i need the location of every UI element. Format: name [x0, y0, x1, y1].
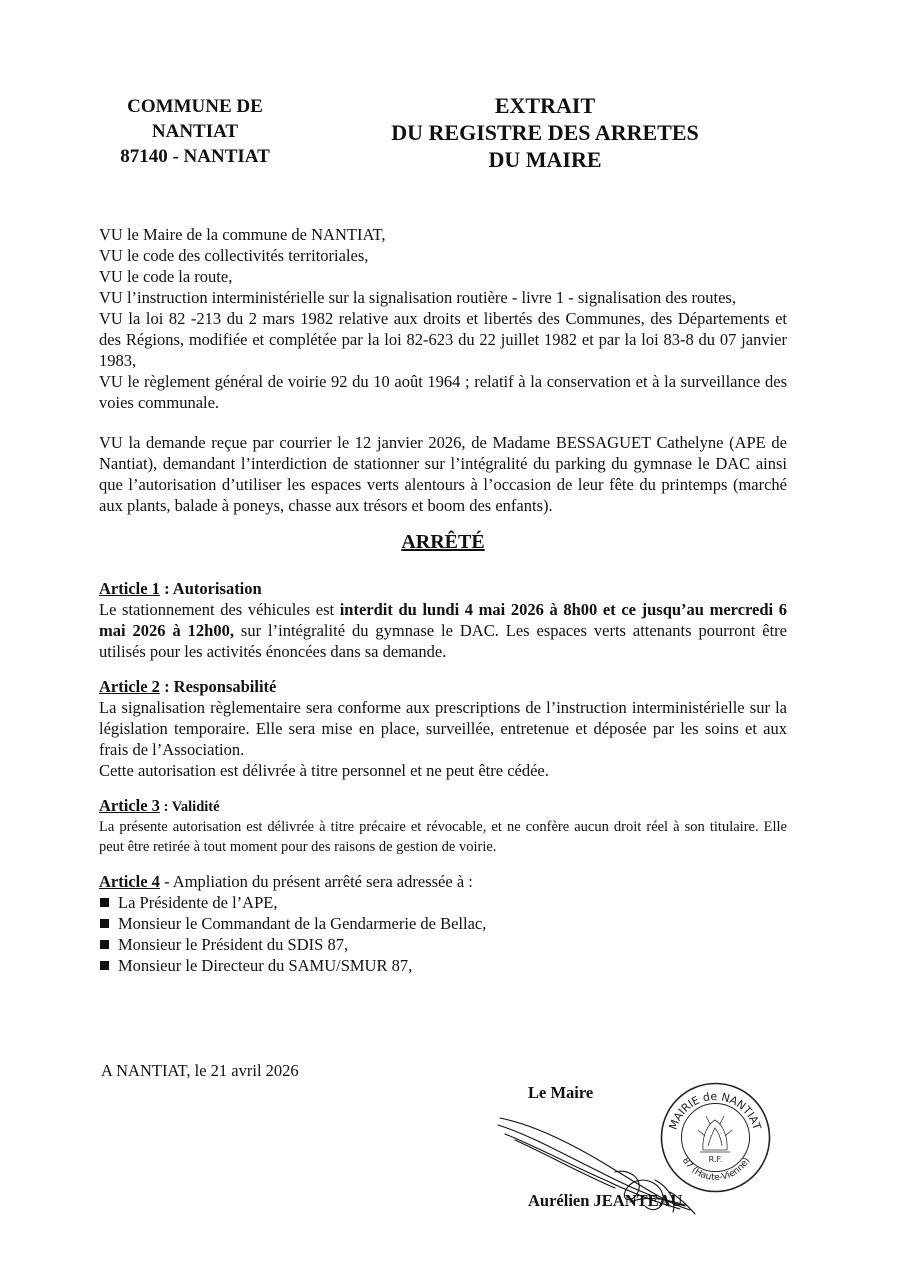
article-3-label: Article 3: [99, 796, 160, 815]
arrete-title: ARRÊTÉ: [401, 531, 485, 553]
article-1-text-a: Le stationnement des véhicules est: [99, 600, 340, 619]
preamble-line: VU la loi 82 -213 du 2 mars 1982 relative aux droits et libertés des Communes, des Départements et des Régions, modifiée et complétée par la loi 82-623 du 22 juillet 1982 et par la loi 83-8 du 07 janvier 1983,: [99, 309, 787, 370]
article-2-text-2: Cette autorisation est délivrée à titre personnel et ne peut être cédée.: [99, 761, 549, 780]
preamble-line: VU le code la route,: [99, 267, 233, 286]
bullet-square-icon: [100, 919, 109, 928]
recipient-item: [99, 955, 787, 976]
title-line-2: DU REGISTRE DES ARRETES: [391, 120, 699, 145]
document-title-header: [360, 92, 730, 173]
article-1-text-b: sur l’intégralité du gymnase le DAC. Les espaces verts attenants pourront être utilisés pour les activités énoncées dans sa demande.: [99, 621, 787, 661]
title-line-1: EXTRAIT: [494, 93, 596, 118]
title-line-3: DU MAIRE: [488, 147, 602, 172]
preamble-request: VU la demande reçue par courrier le 12 janvier 2026, de Madame BESSAGUET Cathelyne (APE de Nantiat), demandant l’interdiction de stationner sur l’intégralité du parking du gymnase le DAC ainsi que l’autorisation d’utiliser les espaces verts alentours à l’occasion de leur fête du printemps (marché aux plants, balade à poneys, chasse aux trésors et boom des enfants).: [99, 433, 787, 515]
preamble-line: VU le code des collectivités territoriales,: [99, 246, 369, 265]
article-2-title: : Responsabilité: [159, 677, 277, 696]
article-4-title: - Ampliation du présent arrêté sera adressée à :: [159, 872, 473, 891]
preamble-line: VU l’instruction interministérielle sur la signalisation routière - livre 1 - signalisation des routes,: [99, 288, 736, 307]
bullet-square-icon: [100, 898, 109, 907]
commune-line-3: 87140 - NANTIAT: [120, 146, 270, 167]
article-1-heading: [99, 578, 787, 599]
preamble-line: VU le Maire de la commune de NANTIAT,: [99, 225, 386, 244]
document-body: [99, 224, 787, 976]
article-2-label: Article 2: [99, 677, 160, 696]
article-3-heading: [99, 795, 787, 817]
recipient-text: La Présidente de l’APE,: [118, 893, 278, 912]
seal-bottom-text: 87 (Haute-Vienne): [679, 1156, 753, 1184]
article-2-text: La signalisation règlementaire sera conforme aux prescriptions de l’instruction interministérielle sur la législation temporaire. Elle sera mise en place, surveillée, entretenue et déposée par les soins et aux frais de l’Association.: [99, 698, 787, 759]
seal-top-text: MAIRIE de NANTIAT: [666, 1089, 764, 1132]
bullet-square-icon: [100, 940, 109, 949]
article-1-title: : Autorisation: [159, 579, 262, 598]
signature-date: A NANTIAT, le 21 avril 2026: [101, 1061, 299, 1080]
article-4-heading: [99, 871, 787, 892]
recipient-text: Monsieur le Commandant de la Gendarmerie de Bellac,: [118, 914, 487, 933]
recipient-item: [99, 913, 787, 934]
bullet-square-icon: [100, 961, 109, 970]
article-2-heading: [99, 676, 787, 697]
signatory-name: Aurélien JEANTEAU: [528, 1191, 683, 1210]
commune-line-1: COMMUNE DE: [127, 96, 263, 117]
commune-line-2: NANTIAT: [151, 121, 239, 142]
article-3-text: La présente autorisation est délivrée à titre précaire et révocable, et ne confère aucun droit réel à son titulaire. Elle peut être retirée à tout moment pour des raisons de gestion de voirie.: [99, 819, 787, 855]
recipient-text: Monsieur le Directeur du SAMU/SMUR 87,: [118, 956, 413, 975]
article-4-label: Article 4: [99, 872, 160, 891]
commune-header: [105, 94, 285, 169]
article-1-label: Article 1: [99, 579, 160, 598]
recipient-text: Monsieur le Président du SDIS 87,: [118, 935, 349, 954]
recipient-item: [99, 892, 787, 913]
preamble-line: VU le règlement général de voirie 92 du 10 août 1964 ; relatif à la conservation et à la surveillance des voies communale.: [99, 372, 787, 412]
article-3-title: : Validité: [159, 799, 220, 815]
seal-center-text: R.F.: [708, 1155, 723, 1164]
article-1-text-bold: interdit du lundi 4 mai 2026 à 8h00 et ce jusqu’au mercredi 6 mai 2026 à 12h00,: [99, 600, 787, 640]
signatory-title: Le Maire: [528, 1083, 594, 1102]
article-1-text: [99, 599, 787, 662]
recipient-item: [99, 934, 787, 955]
